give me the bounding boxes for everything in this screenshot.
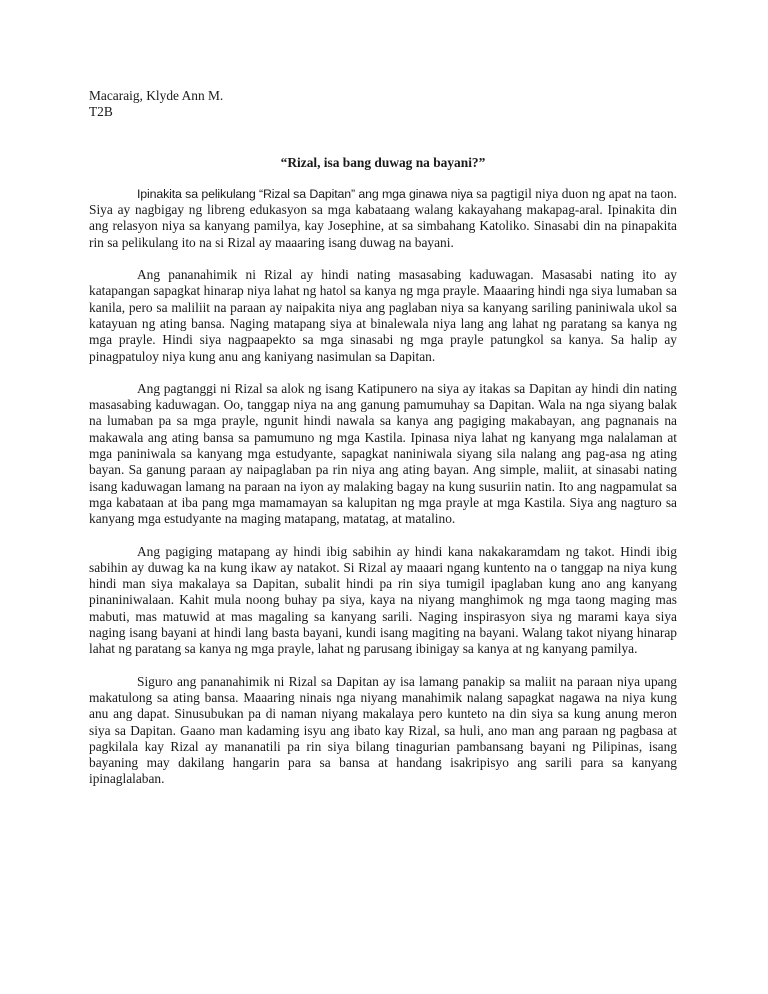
- paragraph-1: [89, 186, 677, 251]
- paragraph-1-text: sa pagtigil niya duon ng apat na taon. Siya ay nagbigay ng libreng edukasyon sa mga kabataang walang kakayahang makapag-aral. Ipinakita din ang relasyon niya sa kanyang pamilya, kay Josephine, at sa simbahang Katoliko. Sinasabi din na pinapakita rin sa pelikulang ito na si Rizal ay maaaring isang duwag na bayani.: [89, 185, 677, 250]
- paragraph-5: Siguro ang pananahimik ni Rizal sa Dapitan ay isa lamang panakip sa maliit na paraan niya upang makatulong sa ating bansa. Maaaring ninais nga niyang manahimik nalang sapagkat nagawa na niya kung anu ang dapat. Sinusubukan pa di naman niyang makalaya pero kunteto na din siya sa kung anung meron siya sa Dapitan. Gaano man kadaming isyu ang ibato kay Rizal, sa huli, ano man ang paraan ng pagbasa at pagkilala kay Rizal ay mananatili pa rin siya bilang tinagurian pambansang bayani ng Pilipinas, isang bayaning may dakilang hangarin para sa bansa at handang isakripisyo ang sarili para sa kanyang ipinaglalaban.: [89, 673, 677, 787]
- paragraph-3: Ang pagtanggi ni Rizal sa alok ng isang Katipunero na siya ay itakas sa Dapitan ay hindi din nating masasabing kaduwagan. Oo, tanggap niya na ang ganung pamumuhay sa Dapitan. Wala na nga siyang balak na lumaban pa sa mga prayle, ngunit hindi nawala sa kanya ang pagiging makabayan, ang pagnanais na makawala ang ating bansa sa pamumuno ng mga Kastila. Ipinasa niya lahat ng kanyang mga nalalaman at mga paniniwala sa kanyang mga estudyante, sapagkat naniniwala siyang sila nalang ang pag-asa ng ating bayan. Sa ganung paraan ay naipaglaban pa rin niya ang ating bayan. Ang simple, maliit, at sinasabi nating isang kaduwagan lamang na paraan na iyon ay malaking bagay na kung susuriin natin. Ito ang nagpamulat sa mga kabataan at iba pang mga mamamayan sa kalupitan ng mga prayle at mga Kastila. Siya ang nagturo sa kanyang mga estudyante na maging matapang, matatag, at matalino.: [89, 380, 677, 527]
- paragraph-1-lead: Ipinakita sa pelikulang “Rizal sa Dapitan” ang mga ginawa niya: [137, 186, 473, 201]
- section-label: T2B: [89, 104, 113, 120]
- document-page: [89, 88, 677, 788]
- author-name: Macaraig, Klyde Ann M.: [89, 88, 224, 103]
- paragraph-4: Ang pagiging matapang ay hindi ibig sabihin ay hindi kana nakakaramdam ng takot. Hindi ibig sabihin ay duwag ka na kung ikaw ay natakot. Si Rizal ay maaari ngang kuntento na o tanggap na niya kung hindi man siya makalaya sa Dapitan, subalit hindi pa rin siya tumigil ipaglaban kung ano ang kanyang pinaniniwalaan. Kahit mula noong buhay pa siya, kaya na niyang manghimok ng mga taong maging mas mabuti, mas matuwid at mas magaling sa kanyang sarili. Naging inspirasyon siya ng marami kaya siya naging isang bayani at hindi lang basta bayani, kundi isang magiting na bayani. Walang takot niyang hinarap lahat ng paratang sa kanya ng mga prayle, lahat ng parusang ibinigay sa kanya at ng kanyang pamilya.: [89, 543, 677, 657]
- paragraph-2: Ang pananahimik ni Rizal ay hindi nating masasabing kaduwagan. Masasabi nating ito ay katapangan sapagkat hinarap niya lahat ng hatol sa kanya ng mga prayle. Maaaring hindi nga siya lumaban sa kanila, pero sa maliliit na paraan ay naipakita niya ang paglaban niya sa kanyang sariling paniniwala ukol sa katayuan ng ating bansa. Naging matapang siya at binalewala niya lang ang lahat ng paratang sa kanya ng mga prayle. Hindi siya nagpaapekto sa mga sinasabi ng mga prayle patungkol sa kanya. Sa halip ay pinagpatuloy niya kung anu ang kaniyang nasimulan sa Dapitan.: [89, 267, 677, 364]
- essay-title: “Rizal, isa bang duwag na bayani?”: [280, 154, 486, 170]
